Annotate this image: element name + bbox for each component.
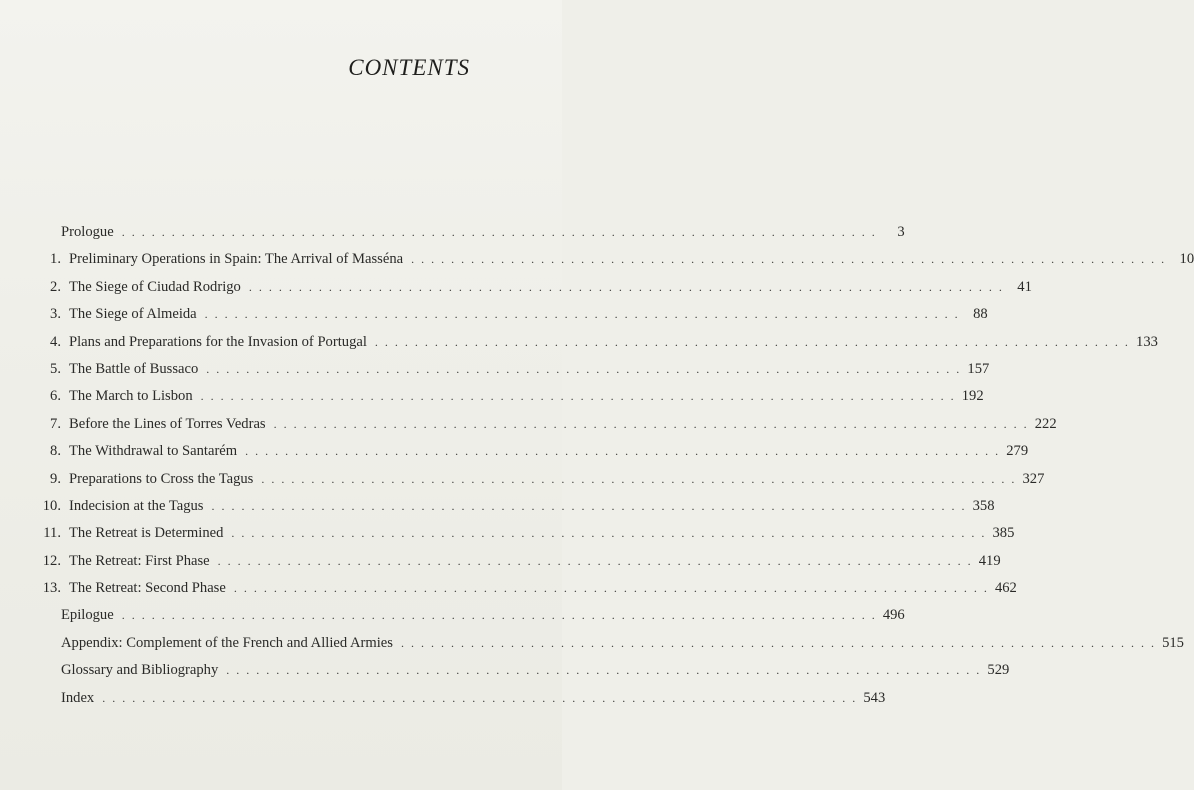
toc-entry-page: 385: [992, 525, 1015, 542]
dot-leader: . . . . . . . . . . . . . . . . . . . . . . . . . . . . . . . . . . . . . . . . . . . . . . . . . . . . . . . . . . . . . . . . . . . . . . . . . . . .: [226, 663, 982, 678]
toc-entry-title: The Siege of Almeida: [69, 306, 197, 323]
toc-entry-number: 11.: [43, 525, 61, 542]
toc-entry-number: 3.: [50, 306, 61, 323]
toc-entry-page: 279: [1006, 443, 1029, 460]
toc-entry-title: Before the Lines of Torres Vedras: [69, 415, 266, 432]
dot-leader: . . . . . . . . . . . . . . . . . . . . . . . . . . . . . . . . . . . . . . . . . . . . . . . . . . . . . . . . . . . . . . . . . . . . . . . . . . . .: [211, 498, 967, 513]
toc-entry-page: 3: [897, 224, 905, 240]
dot-leader: . . . . . . . . . . . . . . . . . . . . . . . . . . . . . . . . . . . . . . . . . . . . . . . . . . . . . . . . . . . . . . . . . . . . . . . . . . . .: [248, 279, 1004, 294]
toc-entry-page: 88: [973, 306, 988, 323]
toc-entry-page: 496: [882, 607, 905, 624]
toc-entry-page: 419: [978, 552, 1001, 569]
toc-entry-title: The Withdrawal to Santarém: [69, 443, 238, 460]
toc-entry-number: 4.: [50, 333, 61, 350]
toc-entry-title: The Retreat: Second Phase: [69, 580, 226, 597]
toc-entry: [30, 525, 1015, 552]
toc-entry-title: The Retreat is Determined: [69, 525, 224, 542]
dot-leader: . . . . . . . . . . . . . . . . . . . . . . . . . . . . . . . . . . . . . . . . . . . . . . . . . . . . . . . . . . . . . . . . . . . . . . . . . . . .: [374, 334, 1130, 349]
toc-entry-page: 41: [1017, 278, 1032, 295]
toc-entry: [30, 251, 1194, 278]
dot-leader: . . . . . . . . . . . . . . . . . . . . . . . . . . . . . . . . . . . . . . . . . . . . . . . . . . . . . . . . . . . . . . . . . . . . . . . . . . . .: [400, 635, 1156, 650]
toc-entry: [30, 552, 1001, 580]
dot-leader: . . . . . . . . . . . . . . . . . . . . . . . . . . . . . . . . . . . . . . . . . . . . . . . . . . . . . . . . . . . . . . . . . . . . . . . . . . . .: [245, 444, 1001, 459]
dot-leader: . . . . . . . . . . . . . . . . . . . . . . . . . . . . . . . . . . . . . . . . . . . . . . . . . . . . . . . . . . . . . . . . . . . . . . . . . . . .: [231, 526, 987, 541]
toc-entry: [30, 580, 1017, 607]
toc-entry-title: Epilogue: [61, 607, 114, 624]
toc-entry-page: 222: [1034, 415, 1057, 432]
toc-entry-page: 133: [1136, 333, 1158, 350]
contents-heading: CONTENTS: [348, 55, 470, 80]
toc-entry-title: Preliminary Operations in Spain: The Arrival of Masséna: [69, 251, 404, 268]
toc-entry-page: 157: [967, 360, 990, 377]
toc-entry: [30, 388, 984, 415]
toc-entry-number: 5.: [50, 360, 61, 377]
toc-entry-number: 1.: [50, 251, 61, 268]
toc-entry: [30, 415, 1057, 443]
toc-entry: [30, 306, 988, 333]
toc-entry-title: Appendix: Complement of the French and Allied Armies: [61, 634, 393, 651]
toc-entry: [30, 689, 886, 717]
toc-entry-page: 515: [1162, 634, 1184, 651]
dot-leader: . . . . . . . . . . . . . . . . . . . . . . . . . . . . . . . . . . . . . . . . . . . . . . . . . . . . . . . . . . . . . . . . . . . . . . . . . . . .: [102, 690, 858, 705]
toc-entry-title: Index: [61, 689, 95, 706]
toc-entry-page: 192: [961, 388, 984, 405]
dot-leader: . . . . . . . . . . . . . . . . . . . . . . . . . . . . . . . . . . . . . . . . . . . . . . . . . . . . . . . . . . . . . . . . . . . . . . . . . . . .: [121, 225, 877, 239]
toc-entry: [30, 607, 905, 634]
dot-leader: . . . . . . . . . . . . . . . . . . . . . . . . . . . . . . . . . . . . . . . . . . . . . . . . . . . . . . . . . . . . . . . . . . . . . . . . . . . .: [121, 608, 877, 623]
toc-entry-page: 529: [987, 662, 1010, 679]
toc-entry-page: 327: [1022, 470, 1045, 487]
toc-entry-title: The March to Lisbon: [69, 388, 193, 405]
toc-entry-number: 13.: [42, 580, 61, 597]
toc-entry-page: 543: [863, 689, 886, 706]
toc-entry-title: The Battle of Bussaco: [69, 360, 199, 377]
toc-entry: [30, 224, 905, 251]
dot-leader: . . . . . . . . . . . . . . . . . . . . . . . . . . . . . . . . . . . . . . . . . . . . . . . . . . . . . . . . . . . . . . . . . . . . . . . . . . . .: [233, 581, 989, 596]
toc-entry-number: 12.: [42, 552, 61, 569]
toc-entry: [30, 278, 1032, 306]
toc-entry-title: Glossary and Bibliography: [61, 662, 219, 679]
toc-entry: [30, 634, 1184, 662]
toc-entry-title: Plans and Preparations for the Invasion of Portugal: [69, 333, 367, 350]
toc-entry-title: The Retreat: First Phase: [69, 552, 210, 569]
toc-entry: [30, 662, 1010, 689]
dot-leader: . . . . . . . . . . . . . . . . . . . . . . . . . . . . . . . . . . . . . . . . . . . . . . . . . . . . . . . . . . . . . . . . . . . . . . . . . . . .: [261, 471, 1017, 486]
toc-entry: [30, 443, 1029, 470]
dot-leader: . . . . . . . . . . . . . . . . . . . . . . . . . . . . . . . . . . . . . . . . . . . . . . . . . . . . . . . . . . . . . . . . . . . . . . . . . . . .: [217, 553, 973, 568]
toc-entry-title: The Siege of Ciudad Rodrigo: [69, 278, 241, 295]
dot-leader: . . . . . . . . . . . . . . . . . . . . . . . . . . . . . . . . . . . . . . . . . . . . . . . . . . . . . . . . . . . . . . . . . . . . . . . . . . . .: [204, 307, 960, 322]
toc-entry-title: Preparations to Cross the Tagus: [69, 470, 254, 487]
toc-entry-page: 10: [1179, 251, 1194, 268]
dot-leader: . . . . . . . . . . . . . . . . . . . . . . . . . . . . . . . . . . . . . . . . . . . . . . . . . . . . . . . . . . . . . . . . . . . . . . . . . . . .: [200, 389, 956, 404]
dot-leader: . . . . . . . . . . . . . . . . . . . . . . . . . . . . . . . . . . . . . . . . . . . . . . . . . . . . . . . . . . . . . . . . . . . . . . . . . . . .: [411, 252, 1167, 267]
dot-leader: . . . . . . . . . . . . . . . . . . . . . . . . . . . . . . . . . . . . . . . . . . . . . . . . . . . . . . . . . . . . . . . . . . . . . . . . . . . .: [206, 361, 962, 376]
toc-entry-number: 2.: [50, 278, 61, 295]
toc-entry-title: Indecision at the Tagus: [69, 497, 204, 514]
dot-leader: . . . . . . . . . . . . . . . . . . . . . . . . . . . . . . . . . . . . . . . . . . . . . . . . . . . . . . . . . . . . . . . . . . . . . . . . . . . .: [273, 416, 1029, 431]
toc-entry-title: Prologue: [61, 224, 114, 240]
toc-entry: [30, 360, 990, 388]
toc-entry: [30, 497, 995, 525]
toc-entry-number: 6.: [50, 388, 61, 405]
toc-entry-page: 462: [994, 580, 1017, 597]
toc-entry: [30, 333, 1158, 361]
toc-entry: [30, 470, 1045, 498]
toc-entry-number: 7.: [50, 415, 61, 432]
toc-entry-number: 9.: [50, 470, 61, 487]
toc-entry-number: 10.: [42, 497, 61, 514]
table-of-contents: [30, 224, 1194, 717]
toc-entry-number: 8.: [50, 443, 61, 460]
toc-entry-page: 358: [972, 497, 995, 514]
